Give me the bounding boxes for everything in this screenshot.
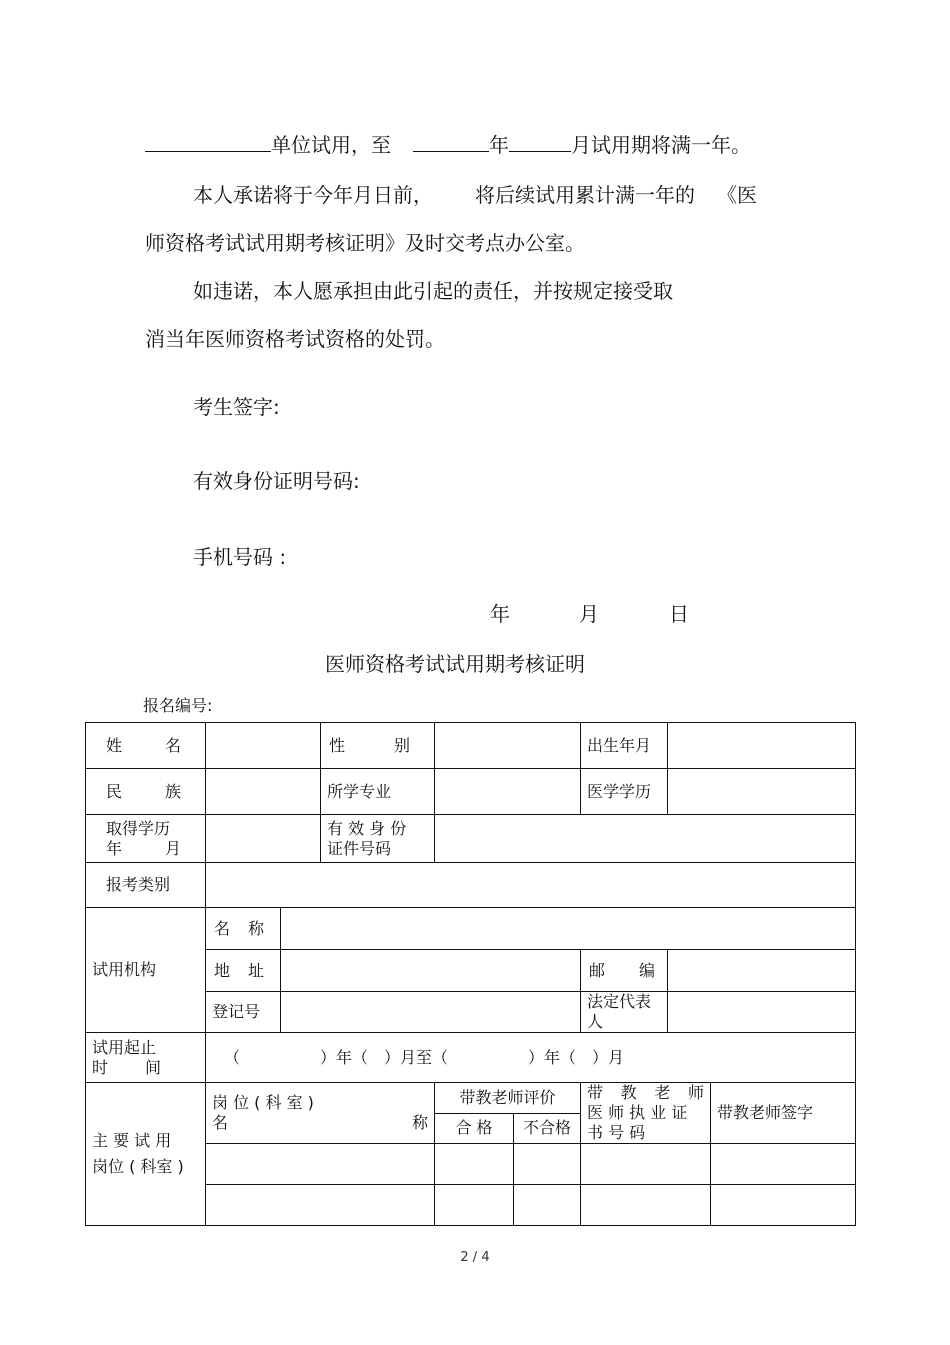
institution-address-value-cell[interactable]: [281, 950, 581, 992]
post-1-fail-cell[interactable]: [514, 1144, 581, 1185]
institution-zip-label-cell: 邮 编: [581, 950, 668, 992]
post-2-name-cell[interactable]: [206, 1185, 435, 1226]
month-blank[interactable]: [509, 131, 571, 152]
institution-reg-label-cell: 登记号: [206, 992, 281, 1033]
degree-label-cell: 医学学历: [581, 769, 668, 815]
post-2-fail-cell[interactable]: [514, 1185, 581, 1226]
phone-label: 手机号码 :: [193, 545, 287, 569]
promise-line-1: [193, 181, 757, 209]
id-value-cell[interactable]: [435, 815, 856, 863]
date-year: 年: [490, 602, 510, 626]
breach-line-2: 消当年医师资格考试资格的处罚。: [145, 327, 445, 351]
degree-date-label-cell: 取得学历 年 月: [86, 815, 206, 863]
institution-name-value-cell[interactable]: [281, 908, 856, 950]
id-number-label: 有效身份证明号码:: [193, 469, 360, 493]
gender-value-cell[interactable]: [435, 723, 581, 769]
assessment-form-table: [85, 722, 856, 1226]
form-title: 医师资格考试试用期考核证明: [325, 652, 585, 676]
institution-rep-label-cell: 法定代表人: [581, 992, 668, 1033]
ethnic-label-cell: 民 族: [86, 769, 206, 815]
promise-text-b: 将后续试用累计满一年的: [475, 183, 695, 207]
registration-number-label: 报名编号:: [143, 696, 213, 715]
teacher-sign-header-cell: 带教老师签字: [711, 1083, 856, 1144]
institution-zip-value-cell[interactable]: [668, 950, 856, 992]
year-blank[interactable]: [413, 131, 489, 152]
institution-rep-value-cell[interactable]: [668, 992, 856, 1033]
breach-line-1: 如违诺，本人愿承担由此引起的责任，并按规定接受取: [193, 279, 673, 303]
letter-line-1: [145, 131, 751, 159]
promise-line-2: 师资格考试试用期考核证明》及时交考点办公室。: [145, 231, 585, 255]
ethnic-value-cell[interactable]: [206, 769, 321, 815]
eval-fail-header-cell: 不合格: [514, 1113, 581, 1144]
teacher-cert-header-cell: 带 教 老 师 医 师 执 业 证 书 号 码: [581, 1083, 711, 1144]
category-label-cell: 报考类别: [86, 863, 206, 908]
unit-blank[interactable]: [145, 131, 271, 152]
name-value-cell[interactable]: [206, 723, 321, 769]
promise-text-c: 《医: [717, 183, 757, 207]
month-text: 月试用期将满一年。: [571, 133, 751, 157]
date-month: 月: [579, 602, 599, 626]
post-1-pass-cell[interactable]: [435, 1144, 514, 1185]
birth-value-cell[interactable]: [668, 723, 856, 769]
promise-text-a: 本人承诺将于今年月日前，: [193, 183, 433, 207]
birth-label-cell: 出生年月: [581, 723, 668, 769]
post-1-sign-cell[interactable]: [711, 1144, 856, 1185]
institution-reg-value-cell[interactable]: [281, 992, 581, 1033]
major-value-cell[interactable]: [435, 769, 581, 815]
post-2-pass-cell[interactable]: [435, 1185, 514, 1226]
period-label-cell: 试用起止 时 间: [86, 1033, 206, 1083]
year-text: 年: [489, 133, 509, 157]
major-label-cell: 所学专业: [321, 769, 435, 815]
unit-suffix: 单位试用，至: [271, 133, 391, 157]
eval-pass-header-cell: 合 格: [435, 1113, 514, 1144]
gender-label-cell: 性 别: [321, 723, 435, 769]
period-value-cell[interactable]: （ ）年（ ）月至（ ）年（ ）月: [206, 1033, 856, 1083]
date-day: 日: [669, 602, 689, 626]
name-label-cell: 姓 名: [86, 723, 206, 769]
post-1-name-cell[interactable]: [206, 1144, 435, 1185]
institution-address-label-cell: 地 址: [206, 950, 281, 992]
institution-name-label-cell: 名 称: [206, 908, 281, 950]
post-2-sign-cell[interactable]: [711, 1185, 856, 1226]
signature-label: 考生签字:: [193, 395, 280, 419]
post-label-cell: 主 要 试 用 岗位 ( 科室 ): [86, 1083, 206, 1226]
post-2-cert-cell[interactable]: [581, 1185, 711, 1226]
eval-header-cell: 带教老师评价: [435, 1083, 581, 1114]
degree-date-value-cell[interactable]: [206, 815, 321, 863]
degree-value-cell[interactable]: [668, 769, 856, 815]
id-label-cell: 有 效 身 份 证件号码: [321, 815, 435, 863]
post-1-cert-cell[interactable]: [581, 1144, 711, 1185]
page-number: 2 / 4: [460, 1250, 490, 1265]
institution-label-cell: 试用机构: [86, 908, 206, 1033]
post-name-header-cell: 岗 位 ( 科 室 ) 名 称: [206, 1083, 435, 1144]
category-value-cell[interactable]: [206, 863, 856, 908]
